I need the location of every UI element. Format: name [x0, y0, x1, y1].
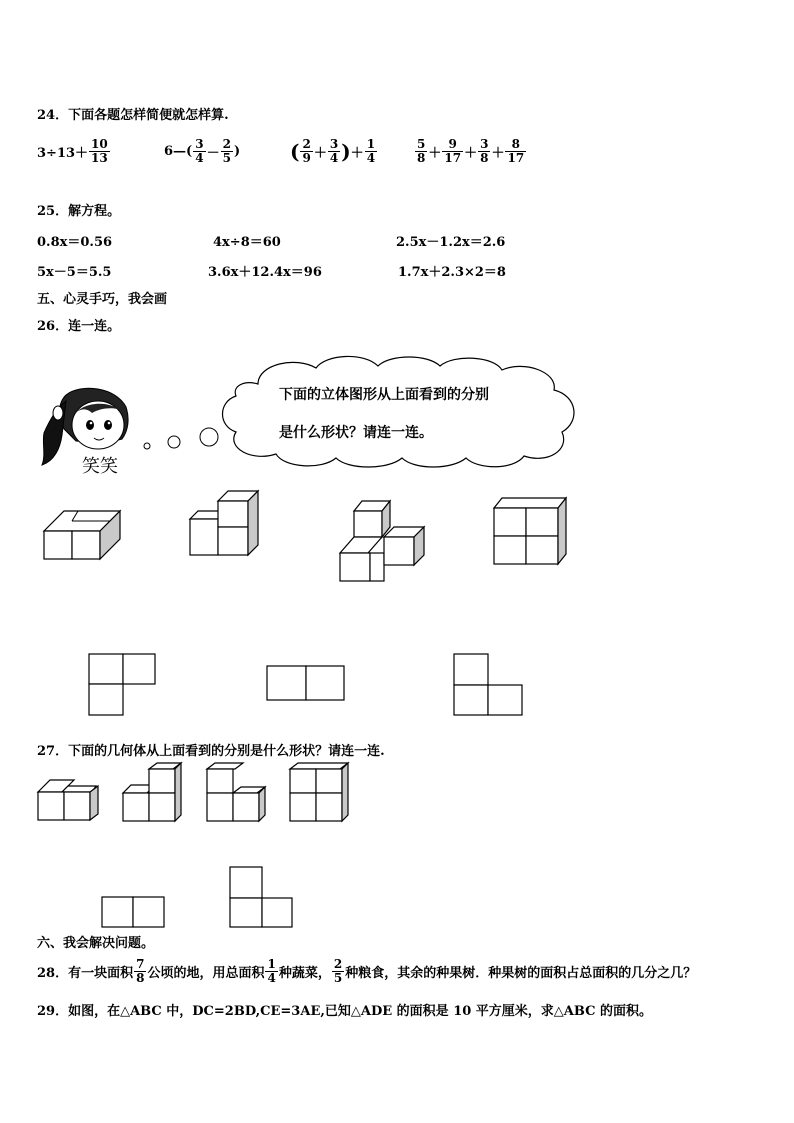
q25-equation-5: 3.6x＋12.4x＝96	[208, 265, 322, 280]
section-5-heading: 五、心灵手巧，我会画	[37, 292, 168, 307]
q24-expr-4: $\frac{5}{8}$ ＋ $\frac{9}{17}$ ＋ $\frac{3}{8}$ ＋ $\frac{8}{17}$	[417, 137, 525, 165]
top-view-l-shape	[87, 652, 159, 718]
solid-2	[188, 487, 264, 561]
q27-solid-2	[121, 761, 185, 825]
q27-solid-4	[288, 761, 352, 825]
top-view-two-squares	[265, 664, 347, 702]
q24-expr-3: ( $\frac{2}{9}$ ＋ $\frac{3}{4}$ )＋ $\frac{1}{4}$	[290, 137, 376, 165]
q24-expr-1: 3÷13＋ $\frac{10}{13}$	[37, 137, 108, 165]
q24-title: 24．下面各题怎样简便就怎样算.	[37, 108, 229, 123]
thought-dots	[140, 425, 220, 455]
q27-solid-3	[205, 761, 269, 825]
section-6-heading: 六、我会解决问题。	[37, 936, 155, 951]
q25-equation-1: 0.8x＝0.56	[37, 235, 113, 250]
q25-equation-4: 5x－5＝5.5	[37, 265, 112, 280]
q25-equation-3: 2.5x－1.2x＝2.6	[396, 235, 506, 250]
q27-solid-1	[36, 778, 102, 824]
top-view-reverse-l	[452, 652, 526, 718]
q27-title: 27．下面的几何体从上面看到的分别是什么形状？请连一连.	[37, 744, 385, 759]
girl-label: 笑笑	[82, 456, 118, 477]
q28-text: 28．有一块面积 $\frac{7}{8}$ 公顷的地，用总面积 $\frac{1}{4}$ 种蔬菜， $\frac{2}{5}$ 种粮食，其余的种果树．种果树的面积占总面积的几分之几？	[37, 957, 697, 985]
solid-1	[42, 505, 124, 563]
q27-top-view-1	[100, 895, 168, 931]
q25-title: 25．解方程。	[37, 204, 121, 219]
q25-equation-2: 4x÷8＝60	[213, 235, 281, 250]
q25-equation-6: 1.7x＋2.3×2＝8	[398, 265, 506, 280]
bubble-line-1: 下面的立体图形从上面看到的分别	[279, 387, 489, 403]
q27-top-view-2	[228, 865, 296, 931]
thought-cloud	[218, 352, 580, 470]
q29-text: 29．如图，在△ABC 中，DC=2BD,CE=3AE,已知△ADE 的面积是 10 平方厘米，求△ABC 的面积。	[37, 1004, 652, 1019]
bubble-line-2: 是什么形状？请连一连。	[279, 425, 433, 441]
q26-title: 26．连一连。	[37, 319, 121, 334]
solid-4	[492, 496, 570, 568]
q24-expr-2: 6—( $\frac{3}{4}$ － $\frac{2}{5}$ )	[164, 137, 241, 165]
solid-3	[338, 497, 428, 583]
